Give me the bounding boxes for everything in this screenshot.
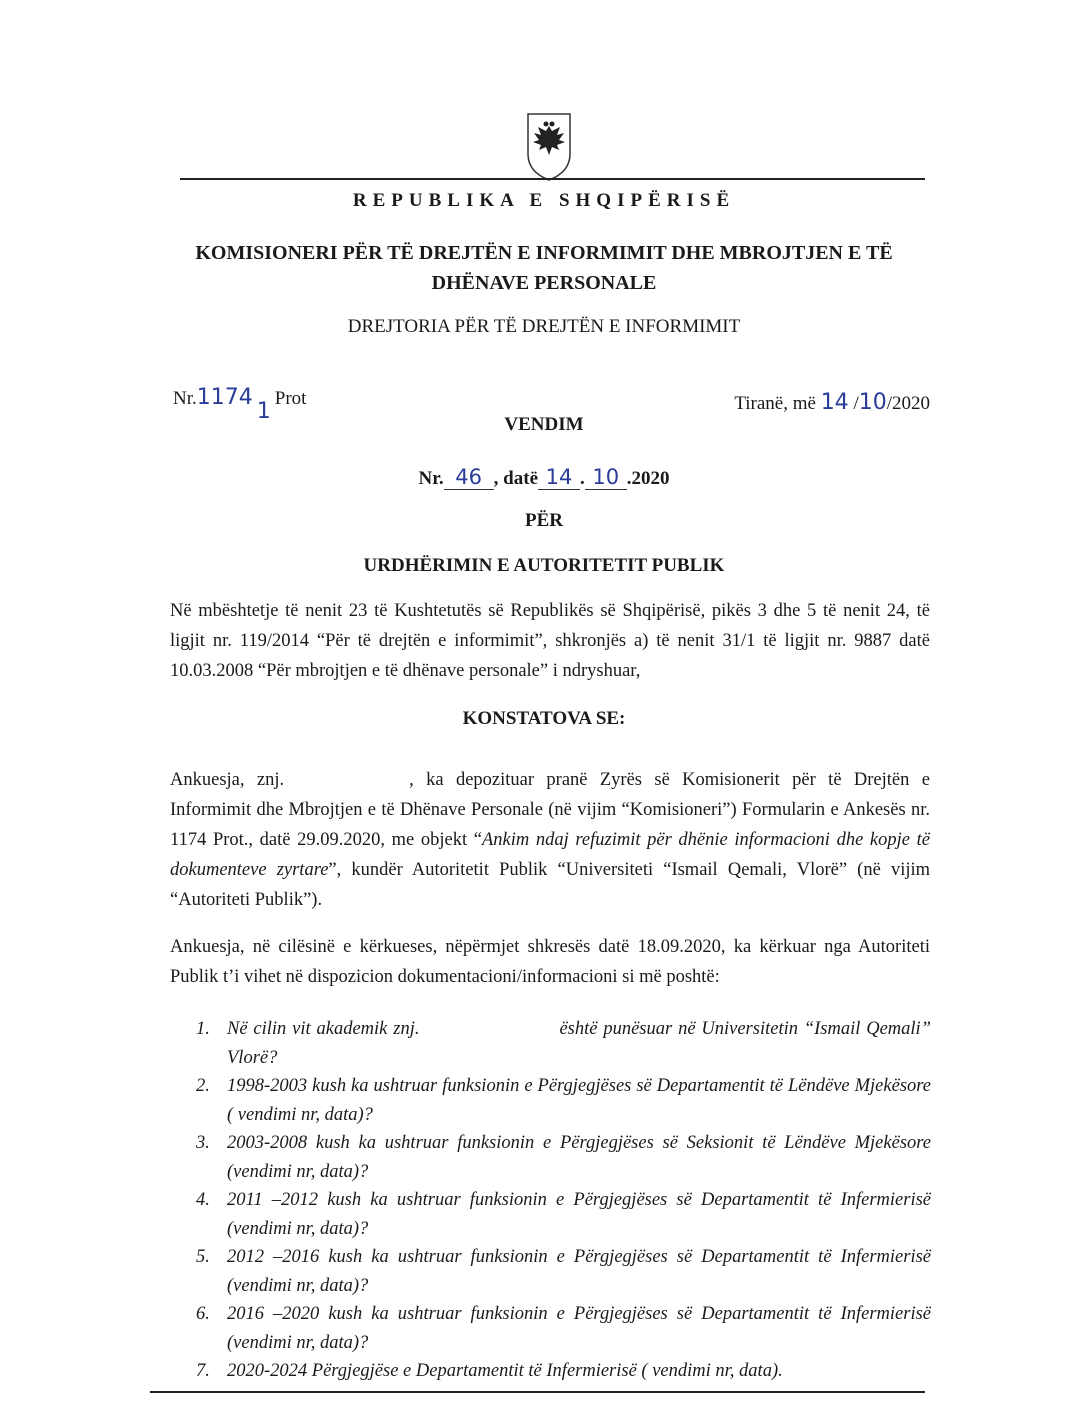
institution-name: KOMISIONERI PËR TË DREJTËN E INFORMIMIT DHE MBROJTJEN E TË DHËNAVE PERSONALE <box>195 242 893 294</box>
list-item: 7. 2020-2024 Përgjegjëse e Departamentit të Infermierisë ( vendimi nr, data). <box>196 1361 783 1381</box>
republic-title: REPUBLIKA E SHQIPËRISË <box>352 190 736 211</box>
requests-list <box>196 1015 931 1386</box>
footer-rule <box>150 1391 925 1393</box>
list-item: 2. 1998-2003 kush ka ushtruar funksionin e Përgjegjëses së Departamentit të Lëndëve Mjekësore ( vendimi nr, data)? <box>196 1076 931 1125</box>
complaint-paragraph: Ankuesja, znj. , ka depozituar pranë Zyrës së Komisionerit për të Drejtën e Informimit dhe Mbrojtjen e të Dhënave Personale (në vijim “Komisioneri”) Formularin e Ankesës nr. 1174 Prot., datë 29.09.2020, me objekt “Ankim ndaj refuzimit për dhënie informacioni dhe kopje të dokumenteve zyrtare”, kundër Autoritetit Publik “Universiteti “Ismail Qemali, Vlorë” (në vijim “Autoriteti Publik”). <box>170 770 930 910</box>
list-item: 4. 2011 –2012 kush ka ushtruar funksionin e Përgjegjëses së Departamentit të Infermierisë (vendimi nr, data)? <box>196 1190 931 1239</box>
department-name: DREJTORIA PËR TË DREJTËN E INFORMIMIT <box>347 316 741 337</box>
decision-number-date: Nr. 46 , datë 14 . 10 .2020 <box>418 465 670 489</box>
protocol-number: Nr.11741Prot <box>173 385 307 424</box>
list-item: 3. 2003-2008 kush ka ushtruar funksionin e Përgjegjëses së Seksionit të Lëndëve Mjekësore (vendimi nr, data)? <box>196 1133 931 1182</box>
place-date: Tiranë, më 14 /10/2020 <box>734 390 930 415</box>
request-paragraph: Ankuesja, në cilësinë e kërkueses, nëpërmjet shkresës datë 18.09.2020, ka kërkuar nga Autoriteti Publik t’i vihet në dispozicion dokumentacioni/informacioni si më poshtë: <box>170 937 930 987</box>
list-item: 6. 2016 –2020 kush ka ushtruar funksionin e Përgjegjëses së Departamentit të Infermierisë (vendimi nr, data)? <box>196 1304 931 1353</box>
findings-heading: KONSTATOVA SE: <box>462 708 626 729</box>
decision-per: PËR <box>525 510 563 531</box>
list-item: 1. Në cilin vit akademik znj. është punësuar në Universitetin “Ismail Qemali” Vlorë? <box>196 1019 931 1068</box>
decision-subject: URDHËRIMIN E AUTORITETIT PUBLIK <box>363 555 725 576</box>
header-rule <box>180 178 925 180</box>
albanian-eagle-emblem-icon <box>524 110 574 182</box>
decision-title: VENDIM <box>504 414 584 435</box>
list-item: 5. 2012 –2016 kush ka ushtruar funksionin e Përgjegjëses së Departamentit të Infermierisë (vendimi nr, data)? <box>196 1247 931 1296</box>
legal-basis-paragraph: Në mbështetje të nenit 23 të Kushtetutës së Republikës së Shqipërisë, pikës 3 dhe 5 të nenit 24, të ligjit nr. 119/2014 “Për të drejtën e informimit”, shkronjës a) të nenit 31/1 të ligjit nr. 9887 datë 10.03.2008 “Për mbrojtjen e të dhënave personale” i ndryshuar, <box>170 601 930 681</box>
